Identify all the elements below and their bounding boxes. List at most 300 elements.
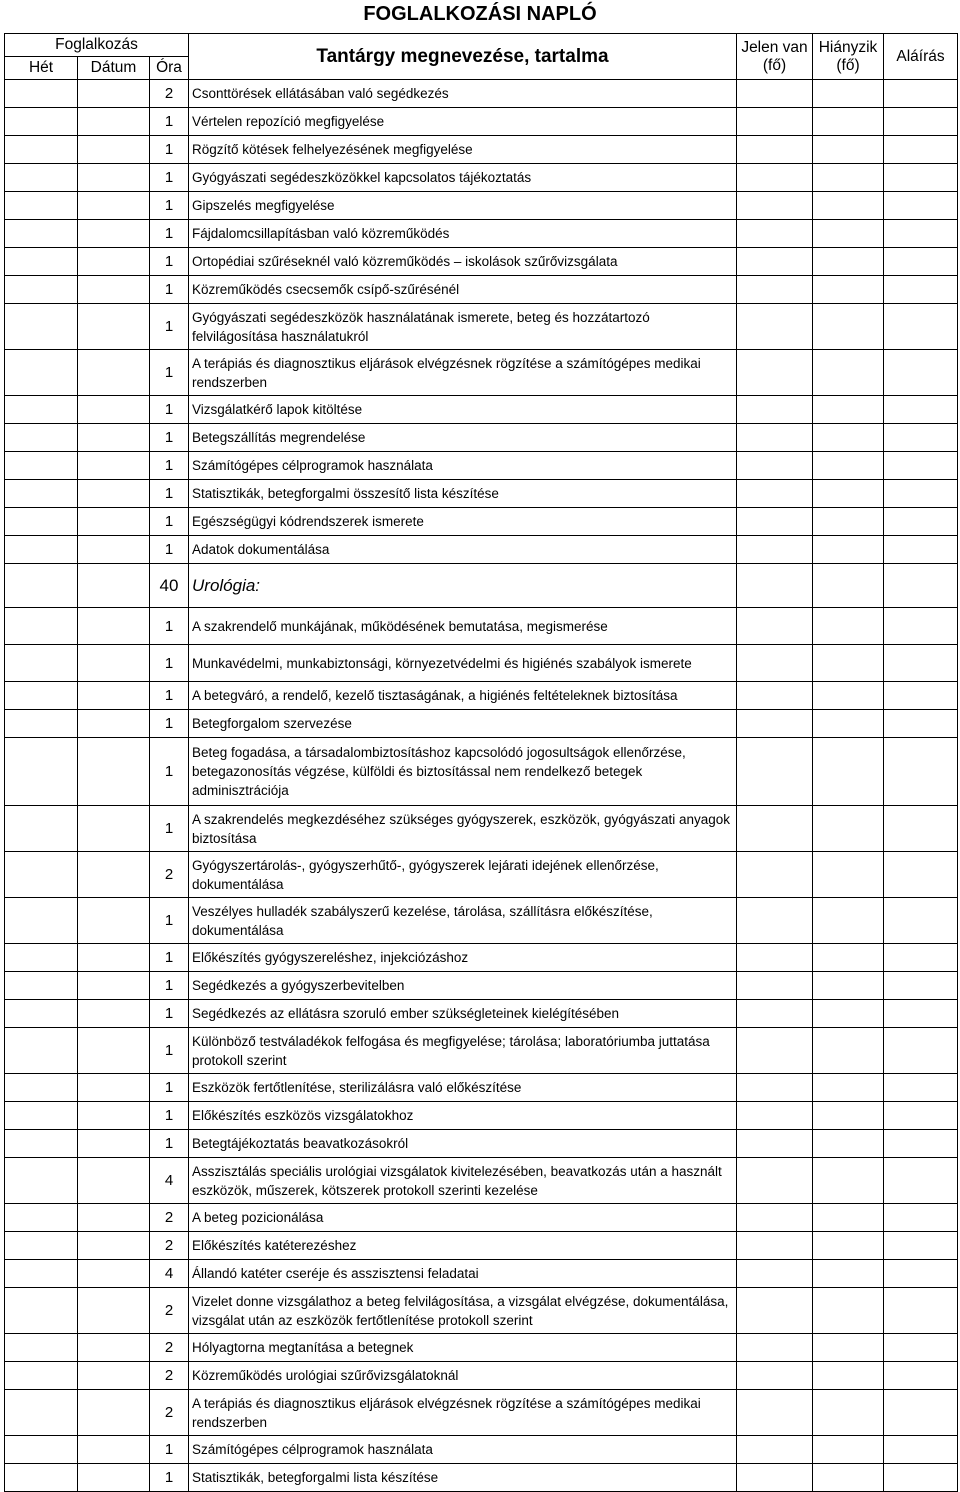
datum-cell bbox=[78, 1000, 150, 1028]
signature-cell bbox=[884, 944, 958, 972]
hianyzik-cell bbox=[813, 192, 884, 220]
signature-cell bbox=[884, 1130, 958, 1158]
alairas-header: Aláírás bbox=[884, 34, 958, 80]
signature-cell bbox=[884, 1362, 958, 1390]
het-cell bbox=[5, 220, 78, 248]
topic-cell: Előkészítés gyógyszereléshez, injekciózáshoz bbox=[189, 944, 737, 972]
topic-cell: Vértelen repozíció megfigyelése bbox=[189, 108, 737, 136]
het-cell bbox=[5, 1204, 78, 1232]
hianyzik-cell bbox=[813, 682, 884, 710]
het-cell bbox=[5, 738, 78, 806]
table-row bbox=[5, 480, 958, 508]
hianyzik-cell bbox=[813, 898, 884, 944]
jelen-van-cell bbox=[737, 1260, 813, 1288]
het-cell bbox=[5, 424, 78, 452]
het-cell bbox=[5, 508, 78, 536]
topic-cell: Statisztikák, betegforgalmi lista készítése bbox=[189, 1464, 737, 1492]
jelen-van-cell bbox=[737, 1288, 813, 1334]
topic-cell: Gyógyászati segédeszközök használatának ismerete, beteg és hozzátartozó felvilágosítása használatukról bbox=[189, 304, 737, 350]
hours-cell: 1 bbox=[150, 248, 189, 276]
datum-cell bbox=[78, 682, 150, 710]
table-row bbox=[5, 536, 958, 564]
het-cell bbox=[5, 350, 78, 396]
jelen-van-cell bbox=[737, 304, 813, 350]
jelen-van-cell bbox=[737, 350, 813, 396]
page-title: FOGLALKOZÁSI NAPLÓ bbox=[363, 3, 597, 25]
jelen-van-cell bbox=[737, 1028, 813, 1074]
hours-cell: 1 bbox=[150, 944, 189, 972]
jelen-van-cell bbox=[737, 944, 813, 972]
hours-cell: 1 bbox=[150, 645, 189, 682]
topic-cell: Vizelet donne vizsgálathoz a beteg felvilágosítása, a vizsgálat elvégzése, dokumentálása, vizsgálat után az eszközök fertőtlenítése protokoll szerint bbox=[189, 1288, 737, 1334]
signature-cell bbox=[884, 564, 958, 608]
datum-cell bbox=[78, 192, 150, 220]
jelen-van-cell bbox=[737, 452, 813, 480]
datum-cell bbox=[78, 1074, 150, 1102]
table-row bbox=[5, 806, 958, 852]
hours-cell: 1 bbox=[150, 1436, 189, 1464]
signature-cell bbox=[884, 898, 958, 944]
signature-cell bbox=[884, 276, 958, 304]
topic-cell: Adatok dokumentálása bbox=[189, 536, 737, 564]
table-row bbox=[5, 944, 958, 972]
hianyzik-cell bbox=[813, 1260, 884, 1288]
datum-cell bbox=[78, 564, 150, 608]
section-title: Urológia: bbox=[189, 564, 737, 608]
table-row bbox=[5, 1288, 958, 1334]
hianyzik-cell bbox=[813, 1390, 884, 1436]
signature-cell bbox=[884, 738, 958, 806]
datum-cell bbox=[78, 1260, 150, 1288]
hianyzik-cell bbox=[813, 1436, 884, 1464]
signature-cell bbox=[884, 710, 958, 738]
jelen-van-cell bbox=[737, 1074, 813, 1102]
ora-header: Óra bbox=[150, 57, 189, 80]
hours-cell: 1 bbox=[150, 1028, 189, 1074]
hours-cell: 2 bbox=[150, 852, 189, 898]
table-row bbox=[5, 304, 958, 350]
hianyzik-cell bbox=[813, 1362, 884, 1390]
topic-cell: Statisztikák, betegforgalmi összesítő lista készítése bbox=[189, 480, 737, 508]
signature-cell bbox=[884, 1074, 958, 1102]
hours-cell: 1 bbox=[150, 710, 189, 738]
hours-cell: 1 bbox=[150, 682, 189, 710]
het-cell bbox=[5, 1130, 78, 1158]
hianyzik-cell bbox=[813, 645, 884, 682]
topic-cell: Hólyagtorna megtanítása a betegnek bbox=[189, 1334, 737, 1362]
hours-cell: 1 bbox=[150, 1102, 189, 1130]
signature-cell bbox=[884, 304, 958, 350]
datum-cell bbox=[78, 738, 150, 806]
jelen-van-cell bbox=[737, 164, 813, 192]
jelen-van-cell bbox=[737, 1464, 813, 1492]
table-row bbox=[5, 1074, 958, 1102]
topic-cell: A szakrendelés megkezdéséhez szükséges gyógyszerek, eszközök, gyógyászati anyagok biztosítása bbox=[189, 806, 737, 852]
table-row bbox=[5, 1260, 958, 1288]
signature-cell bbox=[884, 220, 958, 248]
signature-cell bbox=[884, 608, 958, 645]
hianyzik-cell bbox=[813, 108, 884, 136]
hours-cell: 2 bbox=[150, 1334, 189, 1362]
topic-cell: Gipszelés megfigyelése bbox=[189, 192, 737, 220]
het-cell bbox=[5, 192, 78, 220]
hianyzik-cell bbox=[813, 1204, 884, 1232]
hianyzik-cell bbox=[813, 806, 884, 852]
table-row bbox=[5, 898, 958, 944]
hours-cell: 2 bbox=[150, 80, 189, 108]
het-cell bbox=[5, 1158, 78, 1204]
hianyzik-cell bbox=[813, 1334, 884, 1362]
het-cell bbox=[5, 1028, 78, 1074]
het-cell bbox=[5, 1334, 78, 1362]
jelen-van-cell bbox=[737, 536, 813, 564]
topic-cell: Rögzítő kötések felhelyezésének megfigyelése bbox=[189, 136, 737, 164]
hours-cell: 1 bbox=[150, 898, 189, 944]
het-cell bbox=[5, 136, 78, 164]
log-table bbox=[4, 33, 958, 1492]
hours-cell: 1 bbox=[150, 480, 189, 508]
jelen-van-cell bbox=[737, 424, 813, 452]
table-row bbox=[5, 682, 958, 710]
jelen-van-cell bbox=[737, 738, 813, 806]
signature-cell bbox=[884, 1000, 958, 1028]
hours-cell: 1 bbox=[150, 738, 189, 806]
jelen-van-header: Jelen van (fő) bbox=[737, 34, 813, 80]
het-cell bbox=[5, 852, 78, 898]
signature-cell bbox=[884, 852, 958, 898]
datum-cell bbox=[78, 1390, 150, 1436]
het-cell bbox=[5, 682, 78, 710]
datum-cell bbox=[78, 972, 150, 1000]
datum-cell bbox=[78, 536, 150, 564]
topic-cell: Ortopédiai szűréseknél való közreműködés – iskolások szűrővizsgálata bbox=[189, 248, 737, 276]
datum-cell bbox=[78, 304, 150, 350]
signature-cell bbox=[884, 1028, 958, 1074]
jelen-van-cell bbox=[737, 682, 813, 710]
het-cell bbox=[5, 396, 78, 424]
topic-cell: A betegváró, a rendelő, kezelő tisztaságának, a higiénés feltételeknek biztosítása bbox=[189, 682, 737, 710]
table-row bbox=[5, 80, 958, 108]
het-cell bbox=[5, 108, 78, 136]
hianyzik-cell bbox=[813, 944, 884, 972]
hianyzik-cell bbox=[813, 304, 884, 350]
table-row bbox=[5, 1436, 958, 1464]
jelen-van-cell bbox=[737, 508, 813, 536]
jelen-van-cell bbox=[737, 136, 813, 164]
hianyzik-cell bbox=[813, 424, 884, 452]
hianyzik-cell bbox=[813, 1000, 884, 1028]
datum-cell bbox=[78, 80, 150, 108]
topic-cell: Beteg fogadása, a társadalombiztosításhoz kapcsolódó jogosultságok ellenőrzése, betegazonosítás végzése, külföldi és biztosítással nem rendelkező betegek adminisztrációja bbox=[189, 738, 737, 806]
het-cell bbox=[5, 80, 78, 108]
datum-cell bbox=[78, 1130, 150, 1158]
hours-cell: 1 bbox=[150, 1130, 189, 1158]
het-cell bbox=[5, 276, 78, 304]
hours-cell: 1 bbox=[150, 350, 189, 396]
het-cell bbox=[5, 972, 78, 1000]
jelen-van-cell bbox=[737, 564, 813, 608]
het-cell bbox=[5, 1074, 78, 1102]
topic-cell: Munkavédelmi, munkabiztonsági, környezetvédelmi és higiénés szabályok ismerete bbox=[189, 645, 737, 682]
signature-cell bbox=[884, 1390, 958, 1436]
topic-cell: Fájdalomcsillapításban való közreműködés bbox=[189, 220, 737, 248]
table-row bbox=[5, 1334, 958, 1362]
table-row bbox=[5, 1204, 958, 1232]
table-row bbox=[5, 248, 958, 276]
hours-cell: 1 bbox=[150, 608, 189, 645]
hianyzik-cell bbox=[813, 80, 884, 108]
hianyzik-cell bbox=[813, 508, 884, 536]
signature-cell bbox=[884, 1436, 958, 1464]
topic-cell: Asszisztálás speciális urológiai vizsgálatok kivitelezésében, beavatkozás után a használt eszközök, műszerek, kötszerek protokoll szerinti kezelése bbox=[189, 1158, 737, 1204]
datum-cell bbox=[78, 276, 150, 304]
het-cell bbox=[5, 1464, 78, 1492]
jelen-van-cell bbox=[737, 396, 813, 424]
het-cell bbox=[5, 1232, 78, 1260]
table-row bbox=[5, 424, 958, 452]
jelen-van-cell bbox=[737, 852, 813, 898]
hours-cell: 1 bbox=[150, 1074, 189, 1102]
jelen-van-cell bbox=[737, 710, 813, 738]
signature-cell bbox=[884, 136, 958, 164]
table-row bbox=[5, 350, 958, 396]
hianyzik-cell bbox=[813, 972, 884, 1000]
hours-cell: 1 bbox=[150, 452, 189, 480]
signature-cell bbox=[884, 350, 958, 396]
table-row bbox=[5, 972, 958, 1000]
topic-cell: Közreműködés csecsemők csípő-szűrésénél bbox=[189, 276, 737, 304]
het-cell bbox=[5, 536, 78, 564]
hours-cell: 2 bbox=[150, 1232, 189, 1260]
datum-cell bbox=[78, 1288, 150, 1334]
hianyzik-cell bbox=[813, 136, 884, 164]
hours-cell: 1 bbox=[150, 972, 189, 1000]
hours-cell: 1 bbox=[150, 304, 189, 350]
topic-cell: Betegszállítás megrendelése bbox=[189, 424, 737, 452]
datum-cell bbox=[78, 350, 150, 396]
hianyzik-cell bbox=[813, 1028, 884, 1074]
hianyzik-cell bbox=[813, 738, 884, 806]
datum-cell bbox=[78, 645, 150, 682]
table-row bbox=[5, 452, 958, 480]
table-row bbox=[5, 508, 958, 536]
datum-cell bbox=[78, 1464, 150, 1492]
table-row bbox=[5, 645, 958, 682]
hours-cell: 1 bbox=[150, 508, 189, 536]
jelen-van-cell bbox=[737, 898, 813, 944]
datum-cell bbox=[78, 108, 150, 136]
het-cell bbox=[5, 1102, 78, 1130]
hours-cell: 2 bbox=[150, 1390, 189, 1436]
table-row bbox=[5, 1232, 958, 1260]
jelen-van-cell bbox=[737, 1232, 813, 1260]
hianyzik-cell bbox=[813, 396, 884, 424]
jelen-van-cell bbox=[737, 608, 813, 645]
het-cell bbox=[5, 1288, 78, 1334]
datum-cell bbox=[78, 424, 150, 452]
datum-cell bbox=[78, 852, 150, 898]
het-cell bbox=[5, 1436, 78, 1464]
hours-cell: 4 bbox=[150, 1158, 189, 1204]
topic-cell: Segédkezés az ellátásra szoruló ember szükségleteinek kielégítésében bbox=[189, 1000, 737, 1028]
jelen-van-cell bbox=[737, 1102, 813, 1130]
section-row bbox=[5, 564, 958, 608]
het-cell bbox=[5, 564, 78, 608]
table-row bbox=[5, 852, 958, 898]
table-row bbox=[5, 136, 958, 164]
datum-cell bbox=[78, 220, 150, 248]
datum-cell bbox=[78, 164, 150, 192]
jelen-van-cell bbox=[737, 806, 813, 852]
het-cell bbox=[5, 248, 78, 276]
jelen-van-cell bbox=[737, 972, 813, 1000]
jelen-van-cell bbox=[737, 248, 813, 276]
table-row bbox=[5, 710, 958, 738]
hours-cell: 2 bbox=[150, 1204, 189, 1232]
topic-cell: Állandó katéter cseréje és asszisztensi feladatai bbox=[189, 1260, 737, 1288]
topic-cell: Különböző testváladékok felfogása és megfigyelése; tárolása; laboratóriumba juttatása protokoll szerint bbox=[189, 1028, 737, 1074]
signature-cell bbox=[884, 1102, 958, 1130]
datum-cell bbox=[78, 136, 150, 164]
het-cell bbox=[5, 645, 78, 682]
hianyzik-cell bbox=[813, 452, 884, 480]
signature-cell bbox=[884, 108, 958, 136]
signature-cell bbox=[884, 248, 958, 276]
table-row bbox=[5, 608, 958, 645]
topic-cell: Számítógépes célprogramok használata bbox=[189, 452, 737, 480]
topic-cell: Egészségügyi kódrendszerek ismerete bbox=[189, 508, 737, 536]
jelen-van-cell bbox=[737, 1130, 813, 1158]
hours-cell: 1 bbox=[150, 424, 189, 452]
table-row bbox=[5, 396, 958, 424]
jelen-van-cell bbox=[737, 220, 813, 248]
hours-cell: 1 bbox=[150, 1464, 189, 1492]
het-cell bbox=[5, 608, 78, 645]
topic-cell: A terápiás és diagnosztikus eljárások elvégzésnek rögzítése a számítógépes medikai rendszerben bbox=[189, 350, 737, 396]
jelen-van-cell bbox=[737, 1158, 813, 1204]
topic-cell: A beteg pozicionálása bbox=[189, 1204, 737, 1232]
jelen-van-cell bbox=[737, 1390, 813, 1436]
jelen-van-cell bbox=[737, 80, 813, 108]
datum-cell bbox=[78, 944, 150, 972]
hours-cell: 1 bbox=[150, 136, 189, 164]
hours-cell: 1 bbox=[150, 1000, 189, 1028]
hianyzik-cell bbox=[813, 608, 884, 645]
hianyzik-cell bbox=[813, 1158, 884, 1204]
topic-cell: Közreműködés urológiai szűrővizsgálatoknál bbox=[189, 1362, 737, 1390]
het-cell bbox=[5, 1362, 78, 1390]
table-row bbox=[5, 192, 958, 220]
jelen-van-cell bbox=[737, 645, 813, 682]
het-cell bbox=[5, 944, 78, 972]
datum-cell bbox=[78, 1232, 150, 1260]
topic-cell: Csonttörések ellátásában való segédkezés bbox=[189, 80, 737, 108]
jelen-van-cell bbox=[737, 1334, 813, 1362]
signature-cell bbox=[884, 806, 958, 852]
hianyzik-cell bbox=[813, 1232, 884, 1260]
datum-cell bbox=[78, 1102, 150, 1130]
datum-cell bbox=[78, 608, 150, 645]
hianyzik-cell bbox=[813, 1074, 884, 1102]
hianyzik-cell bbox=[813, 852, 884, 898]
signature-cell bbox=[884, 1464, 958, 1492]
signature-cell bbox=[884, 508, 958, 536]
table-row bbox=[5, 108, 958, 136]
datum-cell bbox=[78, 1028, 150, 1074]
datum-cell bbox=[78, 452, 150, 480]
table-row bbox=[5, 1028, 958, 1074]
datum-cell bbox=[78, 508, 150, 536]
signature-cell bbox=[884, 1334, 958, 1362]
table-row bbox=[5, 738, 958, 806]
het-cell bbox=[5, 710, 78, 738]
hianyzik-cell bbox=[813, 1288, 884, 1334]
hianyzik-cell bbox=[813, 248, 884, 276]
topic-cell: Gyógyászati segédeszközökkel kapcsolatos tájékoztatás bbox=[189, 164, 737, 192]
hianyzik-header: Hiányzik (fő) bbox=[813, 34, 884, 80]
signature-cell bbox=[884, 480, 958, 508]
signature-cell bbox=[884, 80, 958, 108]
topic-cell: Eszközök fertőtlenítése, sterilizálásra való előkészítése bbox=[189, 1074, 737, 1102]
signature-cell bbox=[884, 424, 958, 452]
topic-cell: Betegforgalom szervezése bbox=[189, 710, 737, 738]
datum-cell bbox=[78, 1158, 150, 1204]
jelen-van-cell bbox=[737, 276, 813, 304]
hianyzik-cell bbox=[813, 164, 884, 192]
table-row bbox=[5, 276, 958, 304]
jelen-van-cell bbox=[737, 1000, 813, 1028]
hours-cell: 1 bbox=[150, 192, 189, 220]
hianyzik-cell bbox=[813, 276, 884, 304]
table-row bbox=[5, 220, 958, 248]
het-cell bbox=[5, 806, 78, 852]
hianyzik-cell bbox=[813, 1464, 884, 1492]
datum-cell bbox=[78, 248, 150, 276]
het-cell bbox=[5, 1260, 78, 1288]
signature-cell bbox=[884, 972, 958, 1000]
datum-cell bbox=[78, 396, 150, 424]
datum-cell bbox=[78, 480, 150, 508]
table-row bbox=[5, 1158, 958, 1204]
datum-cell bbox=[78, 710, 150, 738]
signature-cell bbox=[884, 1204, 958, 1232]
datum-cell bbox=[78, 1204, 150, 1232]
table-row bbox=[5, 1362, 958, 1390]
topic-cell: Segédkezés a gyógyszerbevitelben bbox=[189, 972, 737, 1000]
section-hours: 40 bbox=[150, 564, 189, 608]
signature-cell bbox=[884, 192, 958, 220]
topic-cell: A terápiás és diagnosztikus eljárások elvégzésnek rögzítése a számítógépes medikai rendszerben bbox=[189, 1390, 737, 1436]
topic-cell: Előkészítés katéterezéshez bbox=[189, 1232, 737, 1260]
jelen-van-cell bbox=[737, 108, 813, 136]
table-row bbox=[5, 1464, 958, 1492]
het-header: Hét bbox=[5, 57, 78, 80]
signature-cell bbox=[884, 396, 958, 424]
hianyzik-cell bbox=[813, 536, 884, 564]
topic-cell: Előkészítés eszközös vizsgálatokhoz bbox=[189, 1102, 737, 1130]
hours-cell: 1 bbox=[150, 396, 189, 424]
hianyzik-cell bbox=[813, 1102, 884, 1130]
hours-cell: 1 bbox=[150, 164, 189, 192]
het-cell bbox=[5, 304, 78, 350]
datum-cell bbox=[78, 806, 150, 852]
topic-cell: Betegtájékoztatás beavatkozásokról bbox=[189, 1130, 737, 1158]
het-cell bbox=[5, 1390, 78, 1436]
jelen-van-cell bbox=[737, 1362, 813, 1390]
signature-cell bbox=[884, 1260, 958, 1288]
table-row bbox=[5, 1130, 958, 1158]
hours-cell: 4 bbox=[150, 1260, 189, 1288]
